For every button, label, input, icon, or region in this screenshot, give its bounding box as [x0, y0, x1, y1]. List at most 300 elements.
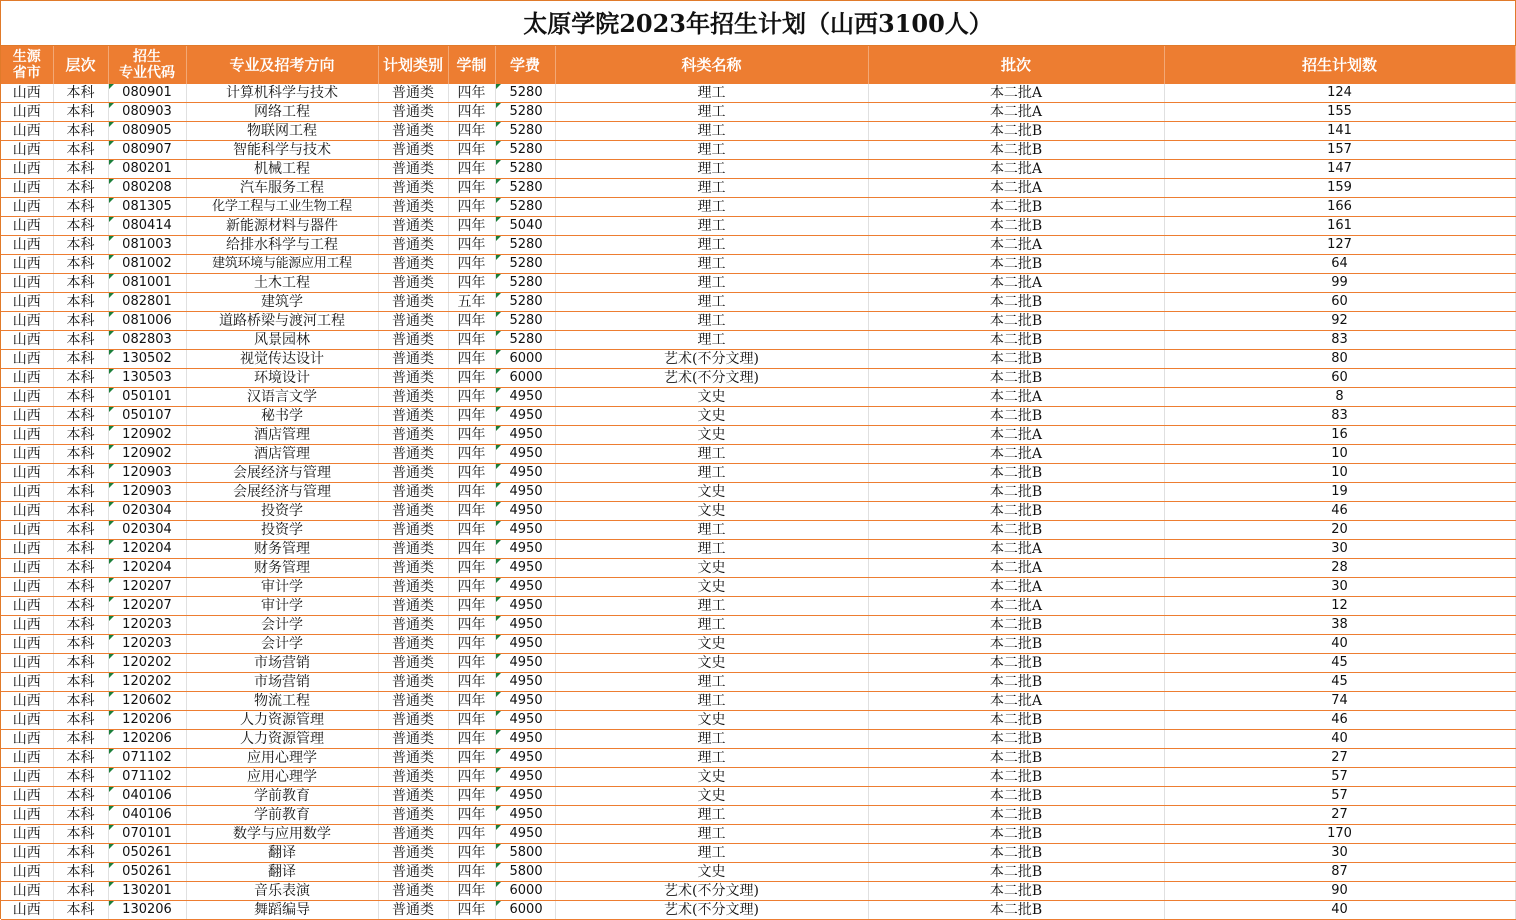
cell-batch[interactable]: 本二批B	[868, 369, 1164, 388]
cell-level[interactable]: 本科	[53, 540, 108, 559]
cell-plan-type[interactable]: 普通类	[378, 84, 448, 103]
cell-level[interactable]: 本科	[53, 654, 108, 673]
cell-province[interactable]: 山西	[1, 559, 53, 578]
cell-major-name[interactable]: 环境设计	[186, 369, 378, 388]
cell-province[interactable]: 山西	[1, 293, 53, 312]
cell-duration[interactable]: 四年	[448, 179, 495, 198]
cell-major-code[interactable]: 120903	[108, 483, 186, 502]
cell-tuition[interactable]: 4950	[495, 749, 555, 768]
cell-major-code[interactable]: 080208	[108, 179, 186, 198]
cell-province[interactable]: 山西	[1, 255, 53, 274]
cell-major-name[interactable]: 审计学	[186, 597, 378, 616]
cell-major-code[interactable]: 120207	[108, 578, 186, 597]
cell-subject-category[interactable]: 理工	[555, 730, 868, 749]
cell-duration[interactable]: 五年	[448, 293, 495, 312]
cell-batch[interactable]: 本二批B	[868, 217, 1164, 236]
header-duration[interactable]: 学制	[448, 46, 495, 84]
cell-plan-count[interactable]: 46	[1164, 502, 1515, 521]
header-level[interactable]: 层次	[53, 46, 108, 84]
cell-level[interactable]: 本科	[53, 749, 108, 768]
cell-duration[interactable]: 四年	[448, 103, 495, 122]
cell-duration[interactable]: 四年	[448, 540, 495, 559]
cell-plan-count[interactable]: 40	[1164, 635, 1515, 654]
cell-province[interactable]: 山西	[1, 141, 53, 160]
cell-tuition[interactable]: 5800	[495, 844, 555, 863]
cell-duration[interactable]: 四年	[448, 597, 495, 616]
cell-duration[interactable]: 四年	[448, 160, 495, 179]
cell-duration[interactable]: 四年	[448, 901, 495, 920]
cell-province[interactable]: 山西	[1, 179, 53, 198]
cell-province[interactable]: 山西	[1, 673, 53, 692]
cell-plan-count[interactable]: 90	[1164, 882, 1515, 901]
cell-major-name[interactable]: 舞蹈编导	[186, 901, 378, 920]
cell-tuition[interactable]: 6000	[495, 901, 555, 920]
cell-subject-category[interactable]: 文史	[555, 768, 868, 787]
cell-province[interactable]: 山西	[1, 749, 53, 768]
cell-duration[interactable]: 四年	[448, 426, 495, 445]
cell-duration[interactable]: 四年	[448, 578, 495, 597]
cell-duration[interactable]: 四年	[448, 768, 495, 787]
cell-level[interactable]: 本科	[53, 122, 108, 141]
cell-province[interactable]: 山西	[1, 426, 53, 445]
header-plan-type[interactable]: 计划类别	[378, 46, 448, 84]
cell-province[interactable]: 山西	[1, 84, 53, 103]
cell-major-name[interactable]: 投资学	[186, 502, 378, 521]
cell-major-name[interactable]: 人力资源管理	[186, 730, 378, 749]
cell-plan-count[interactable]: 99	[1164, 274, 1515, 293]
cell-plan-count[interactable]: 124	[1164, 84, 1515, 103]
cell-major-code[interactable]: 120207	[108, 597, 186, 616]
cell-province[interactable]: 山西	[1, 787, 53, 806]
cell-plan-count[interactable]: 141	[1164, 122, 1515, 141]
cell-level[interactable]: 本科	[53, 825, 108, 844]
cell-duration[interactable]: 四年	[448, 255, 495, 274]
cell-subject-category[interactable]: 文史	[555, 635, 868, 654]
cell-batch[interactable]: 本二批B	[868, 483, 1164, 502]
cell-plan-count[interactable]: 57	[1164, 768, 1515, 787]
cell-batch[interactable]: 本二批B	[868, 407, 1164, 426]
cell-plan-count[interactable]: 147	[1164, 160, 1515, 179]
cell-major-name[interactable]: 数学与应用数学	[186, 825, 378, 844]
cell-batch[interactable]: 本二批A	[868, 103, 1164, 122]
cell-subject-category[interactable]: 理工	[555, 84, 868, 103]
cell-level[interactable]: 本科	[53, 882, 108, 901]
cell-plan-count[interactable]: 60	[1164, 293, 1515, 312]
cell-plan-type[interactable]: 普通类	[378, 901, 448, 920]
cell-major-code[interactable]: 120202	[108, 673, 186, 692]
cell-level[interactable]: 本科	[53, 141, 108, 160]
cell-major-name[interactable]: 投资学	[186, 521, 378, 540]
cell-subject-category[interactable]: 文史	[555, 711, 868, 730]
cell-major-name[interactable]: 酒店管理	[186, 445, 378, 464]
cell-plan-type[interactable]: 普通类	[378, 369, 448, 388]
cell-subject-category[interactable]: 艺术(不分文理)	[555, 901, 868, 920]
cell-plan-count[interactable]: 83	[1164, 331, 1515, 350]
cell-tuition[interactable]: 4950	[495, 616, 555, 635]
cell-plan-type[interactable]: 普通类	[378, 863, 448, 882]
cell-province[interactable]: 山西	[1, 730, 53, 749]
cell-plan-count[interactable]: 45	[1164, 654, 1515, 673]
cell-duration[interactable]: 四年	[448, 274, 495, 293]
cell-major-name[interactable]: 翻译	[186, 844, 378, 863]
header-major-code[interactable]	[108, 46, 186, 84]
cell-plan-type[interactable]: 普通类	[378, 103, 448, 122]
cell-tuition[interactable]: 5280	[495, 141, 555, 160]
cell-batch[interactable]: 本二批B	[868, 293, 1164, 312]
cell-duration[interactable]: 四年	[448, 635, 495, 654]
cell-major-code[interactable]: 081001	[108, 274, 186, 293]
cell-major-code[interactable]: 130201	[108, 882, 186, 901]
cell-plan-count[interactable]: 155	[1164, 103, 1515, 122]
cell-subject-category[interactable]: 理工	[555, 540, 868, 559]
cell-subject-category[interactable]: 文史	[555, 426, 868, 445]
cell-plan-type[interactable]: 普通类	[378, 198, 448, 217]
cell-batch[interactable]: 本二批B	[868, 787, 1164, 806]
cell-tuition[interactable]: 4950	[495, 787, 555, 806]
cell-duration[interactable]: 四年	[448, 882, 495, 901]
cell-province[interactable]: 山西	[1, 692, 53, 711]
cell-tuition[interactable]: 4950	[495, 597, 555, 616]
cell-tuition[interactable]: 4950	[495, 464, 555, 483]
cell-major-name[interactable]: 给排水科学与工程	[186, 236, 378, 255]
cell-duration[interactable]: 四年	[448, 350, 495, 369]
cell-subject-category[interactable]: 理工	[555, 331, 868, 350]
cell-plan-count[interactable]: 161	[1164, 217, 1515, 236]
cell-major-name[interactable]: 会展经济与管理	[186, 483, 378, 502]
cell-province[interactable]: 山西	[1, 502, 53, 521]
cell-subject-category[interactable]: 理工	[555, 179, 868, 198]
cell-tuition[interactable]: 4950	[495, 635, 555, 654]
cell-subject-category[interactable]: 理工	[555, 806, 868, 825]
cell-subject-category[interactable]: 理工	[555, 673, 868, 692]
cell-plan-type[interactable]: 普通类	[378, 312, 448, 331]
cell-duration[interactable]: 四年	[448, 217, 495, 236]
cell-tuition[interactable]: 5280	[495, 198, 555, 217]
cell-batch[interactable]: 本二批B	[868, 464, 1164, 483]
cell-major-code[interactable]: 120204	[108, 559, 186, 578]
cell-batch[interactable]: 本二批A	[868, 445, 1164, 464]
cell-plan-type[interactable]: 普通类	[378, 464, 448, 483]
cell-province[interactable]: 山西	[1, 388, 53, 407]
cell-province[interactable]: 山西	[1, 882, 53, 901]
cell-level[interactable]: 本科	[53, 426, 108, 445]
cell-plan-type[interactable]: 普通类	[378, 141, 448, 160]
cell-province[interactable]: 山西	[1, 274, 53, 293]
cell-major-code[interactable]: 080901	[108, 84, 186, 103]
cell-major-code[interactable]: 082803	[108, 331, 186, 350]
cell-major-name[interactable]: 秘书学	[186, 407, 378, 426]
cell-major-name[interactable]: 物联网工程	[186, 122, 378, 141]
cell-plan-count[interactable]: 30	[1164, 540, 1515, 559]
cell-tuition[interactable]: 4950	[495, 426, 555, 445]
cell-batch[interactable]: 本二批B	[868, 312, 1164, 331]
cell-level[interactable]: 本科	[53, 787, 108, 806]
cell-batch[interactable]: 本二批B	[868, 901, 1164, 920]
cell-major-code[interactable]: 130502	[108, 350, 186, 369]
cell-duration[interactable]: 四年	[448, 616, 495, 635]
cell-major-code[interactable]: 080201	[108, 160, 186, 179]
cell-batch[interactable]: 本二批B	[868, 882, 1164, 901]
cell-major-name[interactable]: 计算机科学与技术	[186, 84, 378, 103]
cell-major-name[interactable]: 机械工程	[186, 160, 378, 179]
cell-plan-count[interactable]: 45	[1164, 673, 1515, 692]
cell-plan-type[interactable]: 普通类	[378, 844, 448, 863]
cell-plan-type[interactable]: 普通类	[378, 521, 448, 540]
cell-subject-category[interactable]: 理工	[555, 521, 868, 540]
cell-major-name[interactable]: 音乐表演	[186, 882, 378, 901]
cell-major-code[interactable]: 120903	[108, 464, 186, 483]
cell-tuition[interactable]: 6000	[495, 369, 555, 388]
cell-duration[interactable]: 四年	[448, 122, 495, 141]
cell-level[interactable]: 本科	[53, 673, 108, 692]
cell-plan-count[interactable]: 10	[1164, 464, 1515, 483]
cell-major-code[interactable]: 081003	[108, 236, 186, 255]
cell-tuition[interactable]: 5800	[495, 863, 555, 882]
cell-plan-count[interactable]: 12	[1164, 597, 1515, 616]
cell-level[interactable]: 本科	[53, 236, 108, 255]
cell-subject-category[interactable]: 艺术(不分文理)	[555, 369, 868, 388]
cell-plan-count[interactable]: 92	[1164, 312, 1515, 331]
cell-major-name[interactable]: 建筑学	[186, 293, 378, 312]
cell-plan-type[interactable]: 普通类	[378, 787, 448, 806]
cell-plan-count[interactable]: 16	[1164, 426, 1515, 445]
cell-subject-category[interactable]: 理工	[555, 616, 868, 635]
cell-batch[interactable]: 本二批B	[868, 141, 1164, 160]
cell-tuition[interactable]: 4950	[495, 711, 555, 730]
cell-subject-category[interactable]: 理工	[555, 103, 868, 122]
cell-major-code[interactable]: 120203	[108, 616, 186, 635]
cell-province[interactable]: 山西	[1, 217, 53, 236]
cell-province[interactable]: 山西	[1, 578, 53, 597]
cell-tuition[interactable]: 4950	[495, 445, 555, 464]
cell-tuition[interactable]: 5040	[495, 217, 555, 236]
cell-plan-count[interactable]: 57	[1164, 787, 1515, 806]
cell-plan-type[interactable]: 普通类	[378, 350, 448, 369]
cell-level[interactable]: 本科	[53, 711, 108, 730]
cell-major-name[interactable]: 道路桥梁与渡河工程	[186, 312, 378, 331]
cell-level[interactable]: 本科	[53, 293, 108, 312]
cell-level[interactable]: 本科	[53, 692, 108, 711]
cell-major-code[interactable]: 050101	[108, 388, 186, 407]
cell-province[interactable]: 山西	[1, 331, 53, 350]
cell-tuition[interactable]: 5280	[495, 103, 555, 122]
cell-tuition[interactable]: 4950	[495, 654, 555, 673]
cell-major-code[interactable]: 120902	[108, 445, 186, 464]
cell-plan-count[interactable]: 38	[1164, 616, 1515, 635]
cell-plan-count[interactable]: 159	[1164, 179, 1515, 198]
cell-tuition[interactable]: 4950	[495, 483, 555, 502]
cell-province[interactable]: 山西	[1, 483, 53, 502]
cell-major-code[interactable]: 120602	[108, 692, 186, 711]
cell-province[interactable]: 山西	[1, 540, 53, 559]
cell-batch[interactable]: 本二批B	[868, 122, 1164, 141]
cell-plan-type[interactable]: 普通类	[378, 635, 448, 654]
cell-province[interactable]: 山西	[1, 844, 53, 863]
cell-plan-type[interactable]: 普通类	[378, 426, 448, 445]
cell-batch[interactable]: 本二批B	[868, 711, 1164, 730]
cell-duration[interactable]: 四年	[448, 730, 495, 749]
cell-level[interactable]: 本科	[53, 464, 108, 483]
cell-plan-count[interactable]: 40	[1164, 730, 1515, 749]
cell-subject-category[interactable]: 理工	[555, 597, 868, 616]
cell-tuition[interactable]: 6000	[495, 350, 555, 369]
cell-plan-count[interactable]: 80	[1164, 350, 1515, 369]
cell-major-name[interactable]: 网络工程	[186, 103, 378, 122]
cell-subject-category[interactable]: 理工	[555, 692, 868, 711]
cell-tuition[interactable]: 5280	[495, 331, 555, 350]
cell-duration[interactable]: 四年	[448, 749, 495, 768]
cell-subject-category[interactable]: 理工	[555, 274, 868, 293]
cell-batch[interactable]: 本二批A	[868, 388, 1164, 407]
cell-batch[interactable]: 本二批A	[868, 692, 1164, 711]
cell-tuition[interactable]: 5280	[495, 274, 555, 293]
cell-major-name[interactable]: 风景园林	[186, 331, 378, 350]
cell-duration[interactable]: 四年	[448, 692, 495, 711]
cell-subject-category[interactable]: 艺术(不分文理)	[555, 882, 868, 901]
cell-level[interactable]: 本科	[53, 369, 108, 388]
cell-level[interactable]: 本科	[53, 616, 108, 635]
cell-plan-count[interactable]: 87	[1164, 863, 1515, 882]
cell-duration[interactable]: 四年	[448, 806, 495, 825]
cell-batch[interactable]: 本二批B	[868, 331, 1164, 350]
cell-subject-category[interactable]: 理工	[555, 236, 868, 255]
cell-province[interactable]: 山西	[1, 312, 53, 331]
cell-subject-category[interactable]: 文史	[555, 407, 868, 426]
cell-plan-type[interactable]: 普通类	[378, 502, 448, 521]
cell-tuition[interactable]: 5280	[495, 255, 555, 274]
cell-level[interactable]: 本科	[53, 844, 108, 863]
cell-batch[interactable]: 本二批B	[868, 825, 1164, 844]
cell-plan-count[interactable]: 30	[1164, 844, 1515, 863]
cell-subject-category[interactable]: 理工	[555, 445, 868, 464]
cell-plan-type[interactable]: 普通类	[378, 293, 448, 312]
cell-duration[interactable]: 四年	[448, 445, 495, 464]
cell-subject-category[interactable]: 文史	[555, 559, 868, 578]
cell-subject-category[interactable]: 理工	[555, 844, 868, 863]
cell-plan-count[interactable]: 28	[1164, 559, 1515, 578]
cell-duration[interactable]: 四年	[448, 84, 495, 103]
cell-level[interactable]: 本科	[53, 483, 108, 502]
cell-plan-type[interactable]: 普通类	[378, 274, 448, 293]
cell-tuition[interactable]: 4950	[495, 692, 555, 711]
cell-level[interactable]: 本科	[53, 863, 108, 882]
cell-plan-count[interactable]: 27	[1164, 806, 1515, 825]
cell-duration[interactable]: 四年	[448, 502, 495, 521]
cell-batch[interactable]: 本二批B	[868, 255, 1164, 274]
cell-plan-type[interactable]: 普通类	[378, 882, 448, 901]
cell-batch[interactable]: 本二批B	[868, 350, 1164, 369]
cell-batch[interactable]: 本二批B	[868, 654, 1164, 673]
cell-plan-count[interactable]: 10	[1164, 445, 1515, 464]
cell-tuition[interactable]: 4950	[495, 407, 555, 426]
cell-duration[interactable]: 四年	[448, 673, 495, 692]
cell-level[interactable]: 本科	[53, 521, 108, 540]
cell-batch[interactable]: 本二批A	[868, 426, 1164, 445]
cell-province[interactable]: 山西	[1, 350, 53, 369]
cell-batch[interactable]: 本二批A	[868, 160, 1164, 179]
cell-major-code[interactable]: 080907	[108, 141, 186, 160]
cell-level[interactable]: 本科	[53, 198, 108, 217]
cell-level[interactable]: 本科	[53, 578, 108, 597]
cell-duration[interactable]: 四年	[448, 312, 495, 331]
cell-tuition[interactable]: 5280	[495, 160, 555, 179]
cell-province[interactable]: 山西	[1, 768, 53, 787]
cell-batch[interactable]: 本二批B	[868, 673, 1164, 692]
cell-province[interactable]: 山西	[1, 654, 53, 673]
cell-province[interactable]: 山西	[1, 806, 53, 825]
cell-level[interactable]: 本科	[53, 635, 108, 654]
cell-batch[interactable]: 本二批B	[868, 806, 1164, 825]
cell-plan-count[interactable]: 27	[1164, 749, 1515, 768]
cell-level[interactable]: 本科	[53, 350, 108, 369]
cell-tuition[interactable]: 5280	[495, 236, 555, 255]
cell-subject-category[interactable]: 理工	[555, 122, 868, 141]
cell-level[interactable]: 本科	[53, 806, 108, 825]
cell-subject-category[interactable]: 理工	[555, 749, 868, 768]
cell-tuition[interactable]: 4950	[495, 825, 555, 844]
cell-plan-count[interactable]: 166	[1164, 198, 1515, 217]
cell-plan-type[interactable]: 普通类	[378, 407, 448, 426]
cell-major-name[interactable]: 应用心理学	[186, 749, 378, 768]
cell-duration[interactable]: 四年	[448, 464, 495, 483]
cell-province[interactable]: 山西	[1, 407, 53, 426]
cell-major-code[interactable]: 120202	[108, 654, 186, 673]
cell-plan-type[interactable]: 普通类	[378, 331, 448, 350]
header-subject-category[interactable]: 科类名称	[555, 46, 868, 84]
cell-batch[interactable]: 本二批A	[868, 236, 1164, 255]
cell-level[interactable]: 本科	[53, 502, 108, 521]
cell-major-code[interactable]: 020304	[108, 502, 186, 521]
cell-duration[interactable]: 四年	[448, 198, 495, 217]
cell-level[interactable]: 本科	[53, 768, 108, 787]
cell-plan-type[interactable]: 普通类	[378, 236, 448, 255]
cell-major-name[interactable]: 市场营销	[186, 673, 378, 692]
cell-level[interactable]: 本科	[53, 160, 108, 179]
cell-plan-count[interactable]: 19	[1164, 483, 1515, 502]
cell-batch[interactable]: 本二批B	[868, 502, 1164, 521]
cell-major-name[interactable]: 汉语言文学	[186, 388, 378, 407]
cell-plan-type[interactable]: 普通类	[378, 654, 448, 673]
cell-province[interactable]: 山西	[1, 122, 53, 141]
cell-plan-type[interactable]: 普通类	[378, 692, 448, 711]
cell-major-code[interactable]: 120206	[108, 711, 186, 730]
cell-major-code[interactable]: 081002	[108, 255, 186, 274]
cell-major-name[interactable]: 酒店管理	[186, 426, 378, 445]
cell-subject-category[interactable]: 理工	[555, 198, 868, 217]
cell-major-name[interactable]: 视觉传达设计	[186, 350, 378, 369]
cell-plan-count[interactable]: 170	[1164, 825, 1515, 844]
cell-level[interactable]: 本科	[53, 179, 108, 198]
header-tuition[interactable]: 学费	[495, 46, 555, 84]
cell-tuition[interactable]: 4950	[495, 521, 555, 540]
header-batch[interactable]: 批次	[868, 46, 1164, 84]
cell-tuition[interactable]: 6000	[495, 882, 555, 901]
cell-tuition[interactable]: 5280	[495, 179, 555, 198]
cell-major-name[interactable]: 财务管理	[186, 540, 378, 559]
cell-major-name[interactable]: 土木工程	[186, 274, 378, 293]
cell-duration[interactable]: 四年	[448, 483, 495, 502]
cell-batch[interactable]: 本二批B	[868, 768, 1164, 787]
cell-major-code[interactable]: 080414	[108, 217, 186, 236]
cell-major-name[interactable]: 智能科学与技术	[186, 141, 378, 160]
cell-plan-type[interactable]: 普通类	[378, 540, 448, 559]
cell-subject-category[interactable]: 理工	[555, 141, 868, 160]
cell-plan-type[interactable]: 普通类	[378, 217, 448, 236]
cell-plan-count[interactable]: 157	[1164, 141, 1515, 160]
cell-subject-category[interactable]: 文史	[555, 863, 868, 882]
cell-province[interactable]: 山西	[1, 635, 53, 654]
cell-level[interactable]: 本科	[53, 597, 108, 616]
